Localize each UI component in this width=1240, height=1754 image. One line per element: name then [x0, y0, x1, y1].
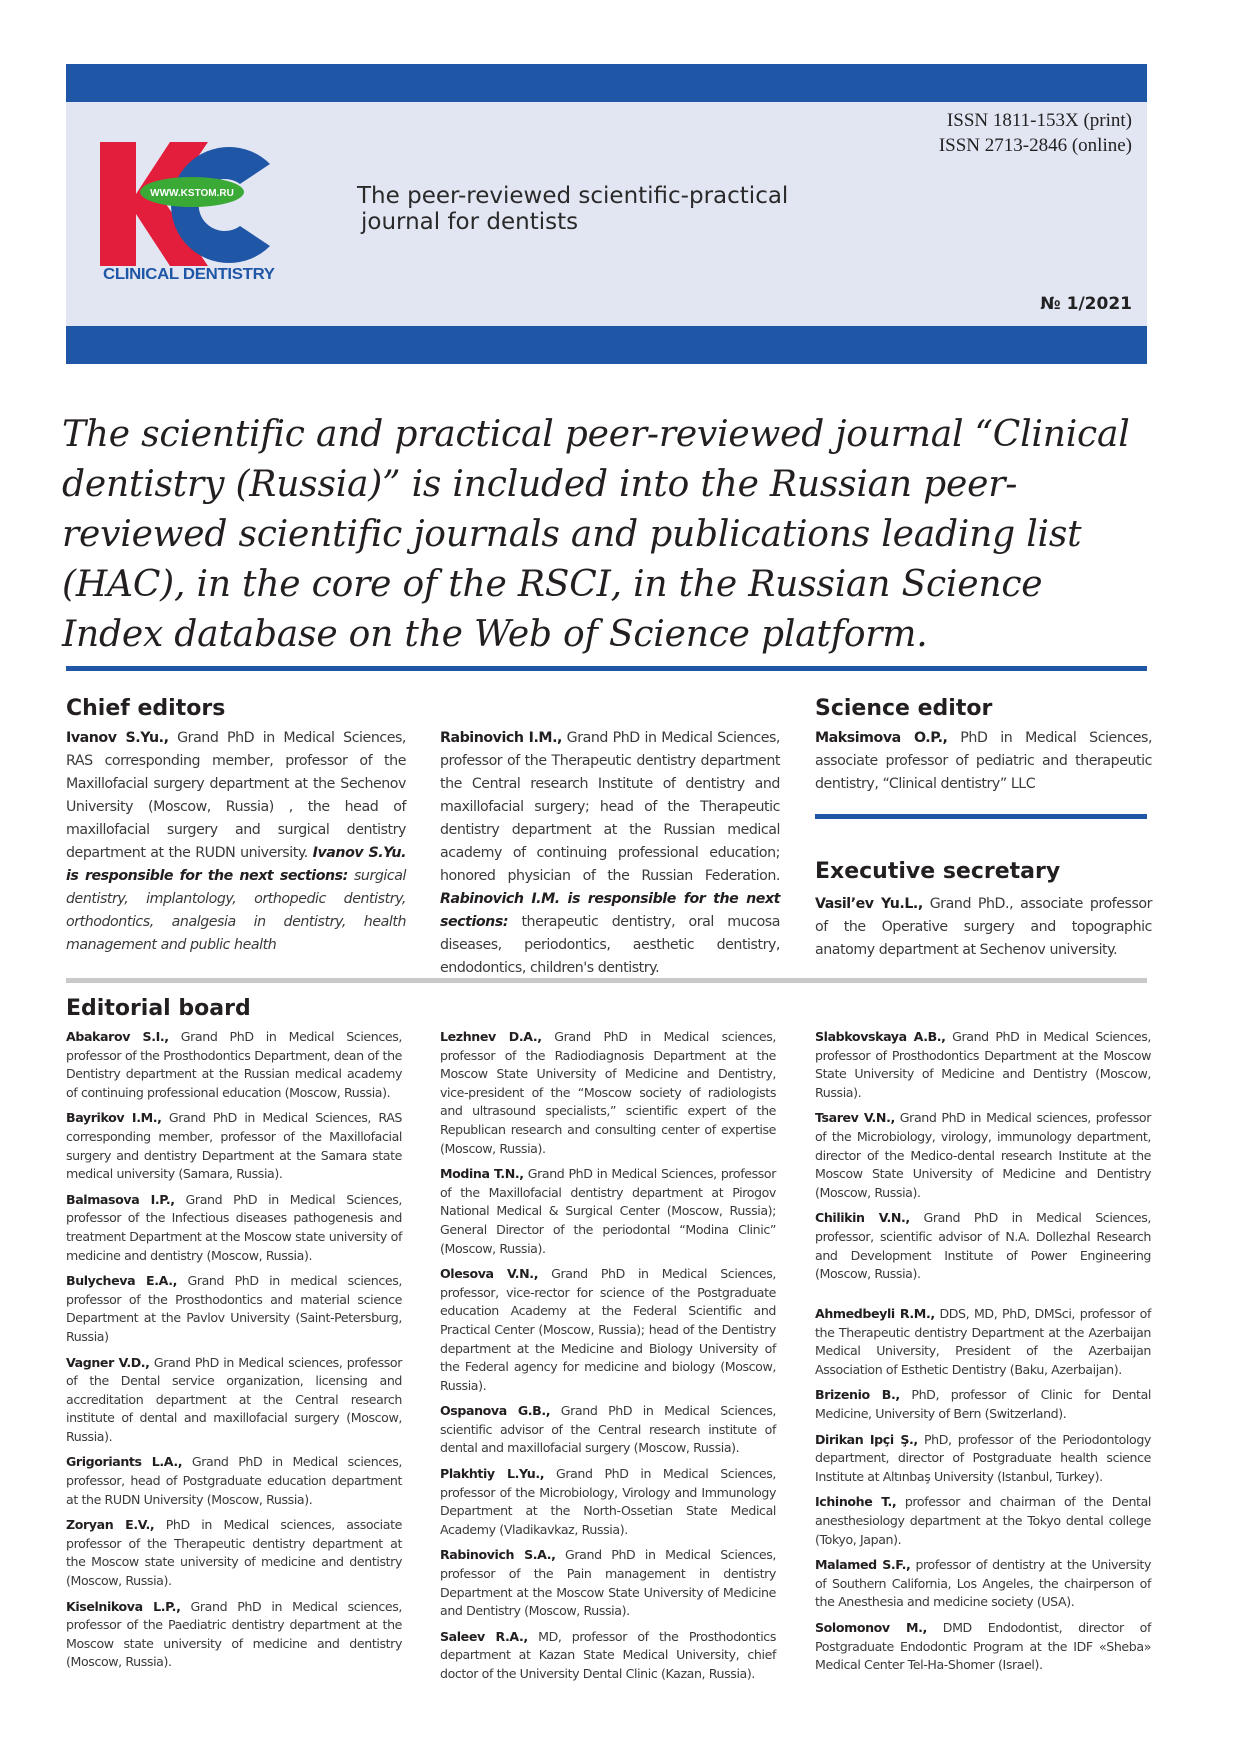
- member-name: Kiselnikova L.P.,: [66, 1598, 181, 1614]
- executive-secretary-entry: [815, 893, 1152, 962]
- member-name: Modina T.N.,: [440, 1166, 524, 1182]
- editor-name: Vasil’ev Yu.L.,: [815, 896, 923, 912]
- board-entry: [815, 1493, 1151, 1549]
- member-name: Abakarov S.I.,: [66, 1029, 169, 1044]
- editorial-board-heading: Editorial board: [66, 996, 251, 1021]
- member-bio: professor and chairman of the Dental anesthesiology department at the Tokyo dental college (Tokyo, Japan).: [815, 1494, 1151, 1547]
- chief-editor-rabinovich: [440, 727, 780, 980]
- board-column-3-russia: [815, 1028, 1151, 1291]
- member-name: Solomonov M.,: [815, 1619, 927, 1635]
- member-name: Slabkovskaya A.B.,: [815, 1029, 946, 1044]
- editor-responsibility: Ivanov S.Yu. is responsible for the next sections:: [66, 845, 407, 884]
- member-bio: Grand PhD in Medical Sciences, professor of Prosthodontics Department at the Moscow State University of Medicine and Dentistry (Moscow, Russia).: [815, 1029, 1152, 1100]
- editor-sections: therapeutic dentistry, oral mucosa diseases, periodontics, aesthetic dentistry, endodontics, children's dentistry.: [440, 914, 780, 976]
- member-name: Saleev R.A.,: [440, 1628, 528, 1644]
- board-entry: [815, 1209, 1151, 1283]
- member-bio: PhD in Medical sciences, associate professor of the Therapeutic dentistry department at the Moscow state university of medicine and dentistry (Moscow, Russia).: [66, 1517, 402, 1589]
- editor-name: Rabinovich I.M.,: [440, 730, 562, 746]
- logo-title: CLINICAL DENTISTRY: [103, 266, 275, 283]
- member-bio: Grand PhD in Medical sciences, professor, head of Postgraduate education department at the RUDN University (Moscow, Russia).: [66, 1454, 403, 1507]
- science-editor-divider: [815, 814, 1147, 819]
- member-name: Brizenio B.,: [815, 1387, 900, 1403]
- member-name: Olesova V.N.,: [440, 1266, 539, 1282]
- member-bio: Grand PhD in Medical Sciences, professor of the Maxillofacial dentistry department at Pirogov National Medical & Surgical Center (Moscow, Russia); General Director of the periodontal “Modina Clinic” (Moscow, Russia).: [440, 1166, 777, 1256]
- member-bio: Grand PhD in Medical Sciences, professor, vice-rector for science of the Postgraduate education Academy at the Federal Scientific and Practical Center (Moscow, Russia); head of the Dentistry department at the Medicine and Biology University of the Federal agency for medicine and biology (Moscow, Russia).: [440, 1266, 776, 1393]
- chief-editors-heading: Chief editors: [66, 696, 226, 721]
- member-name: Chilikin V.N.,: [815, 1210, 910, 1226]
- editor-sections: surgical dentistry, implantology, orthopedic dentistry, orthodontics, analgesia in dentistry, health management and public health: [66, 868, 406, 953]
- member-bio: Grand PhD in Medical Sciences, professor of the Pain management in dentistry Department at the Moscow State University of Medicine and Dentistry (Moscow, Russia).: [440, 1547, 776, 1619]
- board-entry: [815, 1556, 1151, 1612]
- board-entry: [440, 1628, 776, 1684]
- member-name: Dirikan Ipçi Ş.,: [815, 1431, 918, 1447]
- issn-print: ISSN 1811-153X (print): [946, 110, 1132, 131]
- member-bio: professor of dentistry at the University of Southern California, Los Angeles, the chairperson of the Anesthesia and medicine society (USA).: [815, 1557, 1151, 1610]
- member-name: Plakhtiy L.Yu.,: [440, 1466, 545, 1482]
- member-name: Bayrikov I.M.,: [66, 1110, 162, 1126]
- member-name: Ahmedbeyli R.M.,: [815, 1306, 935, 1321]
- science-editor-heading: Science editor: [815, 696, 993, 721]
- member-bio: Grand PhD in medical sciences, professor of the Prosthodontics and material science Department at the Pavlov University (Saint-Petersburg, Russia): [66, 1273, 402, 1344]
- top-blue-band: [66, 64, 1147, 102]
- editor-bio: Grand PhD., associate professor of the Operative surgery and topographic anatomy department at Sechenov university.: [815, 896, 1152, 958]
- board-entry: [66, 1109, 402, 1183]
- member-name: Lezhnev D.A.,: [440, 1029, 542, 1044]
- board-entry: [815, 1109, 1151, 1202]
- issn-block: [939, 108, 1132, 158]
- issn-online: ISSN 2713-2846 (online): [938, 135, 1132, 156]
- page-headline: The scientific and practical peer-reviewed journal “Clinical dentistry (Russia)” is included into the Russian peer-reviewed scientific journals and publications leading list (HAC), in the core of the RSCI, in the Russian Science Index database on the Web of Science platform.: [62, 414, 1130, 655]
- board-entry: [440, 1265, 776, 1395]
- member-bio: Grand PhD in Medical sciences, professor of the Radiodiagnosis Department at the Moscow State University of Medicine and Dentistry, vice-president of the “Moscow society of radiologists and ultrasound specialists,” scientific expert of the Republican research and consulting center of expertise (Moscow, Russia).: [440, 1029, 776, 1156]
- editor-responsibility: Rabinovich I.M. is responsible for the next sections:: [440, 891, 780, 930]
- board-entry: [66, 1598, 402, 1672]
- board-entry: [440, 1546, 776, 1620]
- member-bio: Grand PhD in Medical Sciences, RAS corresponding member, professor of the Maxillofacial surgery and dentistry Department at the Samara state medical university (Samara, Russia).: [66, 1110, 403, 1182]
- member-name: Zoryan E.V.,: [66, 1517, 155, 1533]
- board-entry: [815, 1386, 1151, 1423]
- board-entry: [66, 1516, 402, 1590]
- member-bio: Grand PhD in Medical Sciences, scientific advisor of the Central research institute of dental and maxillofacial surgery (Moscow, Russia).: [440, 1403, 776, 1456]
- board-column-3-international: [815, 1305, 1151, 1682]
- editor-name: Maksimova O.P.,: [815, 730, 948, 746]
- member-bio: Grand PhD in Medical Sciences, professor of the Infectious diseases pathogenesis and treatment Department at the Moscow state university of medicine and dentistry (Moscow, Russia).: [66, 1191, 402, 1263]
- board-entry: [815, 1619, 1151, 1675]
- logo-url: WWW.KSTOM.RU: [150, 188, 234, 199]
- tagline-line-2: journal for dentists: [361, 209, 579, 235]
- board-entry: [440, 1465, 776, 1539]
- editor-bio: PhD in Medical Sciences, associate professor of pediatric and therapeutic dentistry, “Clinical dentistry” LLC: [815, 730, 1153, 792]
- chief-editor-ivanov: [66, 727, 406, 957]
- board-entry: [440, 1165, 776, 1258]
- member-bio: Grand PhD in Medical sciences, professor of the Microbiology, virology, immunology department, director of the Medico-dental research Institute at the Moscow State University of Medicine and Dentistry (Moscow, Russia).: [815, 1110, 1151, 1200]
- board-entry: [66, 1453, 402, 1509]
- science-editor-entry: [815, 727, 1152, 796]
- member-name: Balmasova I.P.,: [66, 1191, 175, 1207]
- member-bio: Grand PhD in Medical sciences, professor of the Paediatric dentistry department at the Moscow state university of medicine and dentistry (Moscow, Russia).: [66, 1598, 402, 1670]
- member-bio: Grand PhD in Medical Sciences, professor of the Prosthodontics Department, dean of the Dentistry department at the Russian medical academy of continuing professional education (Moscow, Russia).: [66, 1029, 402, 1100]
- member-name: Grigoriants L.A.,: [66, 1454, 183, 1470]
- headline-divider: [66, 666, 1147, 671]
- bottom-blue-band: [66, 326, 1147, 364]
- member-name: Bulycheva E.A.,: [66, 1273, 177, 1289]
- member-bio: PhD, professor of Clinic for Dental Medicine, University of Bern (Switzerland).: [815, 1387, 1152, 1421]
- member-bio: Grand PhD in Medical sciences, professor of the Dental service organization, licensing and accreditation department at the Central research institute of dental and maxillofacial surgery (Moscow, Russia).: [66, 1354, 402, 1444]
- issue-number: № 1/2021: [1040, 294, 1132, 314]
- board-entry: [815, 1431, 1151, 1487]
- member-name: Ospanova G.B.,: [440, 1403, 551, 1419]
- board-entry: [815, 1028, 1151, 1102]
- board-entry: [815, 1305, 1151, 1379]
- board-column-2: [440, 1028, 776, 1691]
- executive-secretary-heading: Executive secretary: [815, 859, 1061, 884]
- member-name: Rabinovich S.A.,: [440, 1547, 556, 1563]
- board-entry: [66, 1191, 402, 1265]
- member-name: Malamed S.F.,: [815, 1557, 911, 1573]
- board-column-1: [66, 1028, 402, 1679]
- board-entry: [440, 1402, 776, 1458]
- member-bio: DMD Endodontist, director of Postgraduate Endodontic Program at the IDF «Sheba» Medical Center Tel-Ha-Shomer (Israel).: [815, 1619, 1151, 1673]
- member-name: Ichinohe T.,: [815, 1494, 897, 1510]
- member-bio: Grand PhD in Medical Sciences, professor of the Microbiology, Virology and Immunology Department at the North-Ossetian State Medical Academy (Vladikavkaz, Russia).: [440, 1466, 776, 1537]
- editor-bio: Grand PhD in Medical Sciences, RAS corresponding member, professor of the Maxillofacial surgery department at the Sechenov University (Moscow, Russia) , the head of maxillofacial surgery and surgical dentistry department at the RUDN university.: [66, 730, 406, 861]
- section-divider: [66, 978, 1147, 983]
- board-entry: [440, 1028, 776, 1158]
- member-bio: Grand PhD in Medical Sciences, professor, scientific advisor of N.A. Dollezhal Research and Development Institute of Power Engineering (Moscow, Russia).: [815, 1210, 1151, 1282]
- member-bio: DDS, MD, PhD, DMSci, professor of the Therapeutic dentistry Department at the Azerbaijan Medical University, President of the Azerbaijan Association of Esthetic Dentistry (Baku, Azerbaijan).: [815, 1306, 1151, 1377]
- board-entry: [66, 1272, 402, 1346]
- board-entry: [66, 1028, 402, 1102]
- editor-bio: Grand PhD in Medical Sciences, professor of the Therapeutic dentistry department the Central research Institute of dentistry and maxillofacial surgery; head of the Therapeutic dentistry department at the Russian medical academy of continuing professional education; honored physician of the Russian Federation.: [440, 730, 780, 884]
- member-name: Vagner V.D.,: [66, 1354, 150, 1370]
- tagline-line-1: The peer-reviewed scientific-practical: [357, 183, 789, 209]
- board-entry: [66, 1354, 402, 1447]
- editor-name: Ivanov S.Yu.,: [66, 730, 169, 746]
- member-bio: MD, professor of the Prosthodontics department at Kazan State Medical University, chief doctor of the University Dental Clinic (Kazan, Russia).: [440, 1628, 776, 1681]
- member-bio: PhD, professor of the Periodontology department, director of Postgraduate health science Institute at Altınbaş University (Istanbul, Turkey).: [815, 1431, 1151, 1484]
- member-name: Tsarev V.N.,: [815, 1110, 895, 1126]
- journal-tagline: [357, 183, 837, 235]
